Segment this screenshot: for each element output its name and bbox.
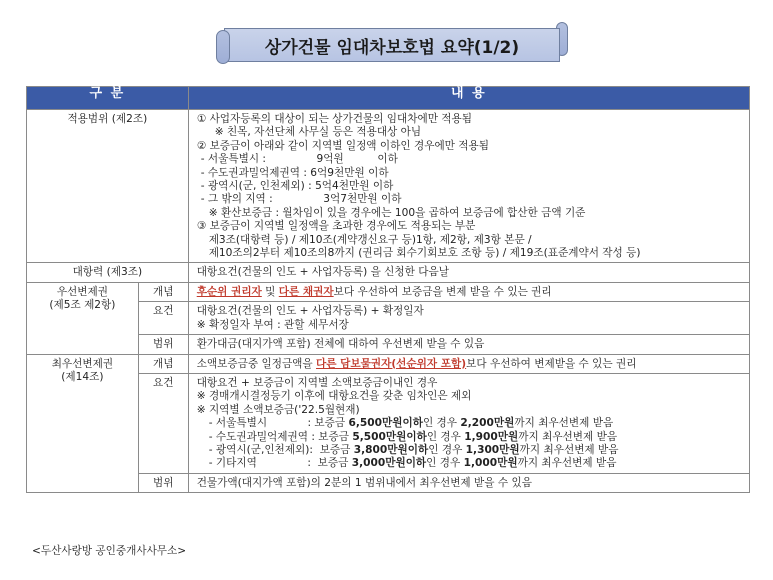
top-priority-range-label: 범위 [138, 473, 188, 492]
top-priority-label-article: (제14조) [61, 370, 104, 383]
region-deposit: 3,800만원이하 [353, 443, 429, 456]
priority-requirement-content [188, 302, 749, 335]
region-row [197, 431, 743, 444]
priority-concept-label: 개념 [138, 282, 188, 301]
concept-text: 보다 우선하여 변제받을 수 있는 권리 [466, 357, 637, 370]
table-header-row [27, 87, 750, 110]
region-name: - 광역시(군,인천제외): 보증금 [208, 443, 354, 456]
scope-content [188, 110, 749, 263]
scope-line: ※ 친목, 자선단체 사무실 등은 적용대상 아님 [214, 126, 422, 139]
requirement-line: ※ 경매개시결정등기 이후에 대항요건을 갖춘 임차인은 제외 [196, 390, 472, 403]
region-mid: 인 경우 [426, 457, 464, 470]
scope-line: - 서울특별시 : 9억원 이하 [200, 153, 398, 166]
title-banner-body [224, 28, 560, 62]
region-amount: 1,900만원 [464, 430, 519, 443]
region-amount: 2,200만원 [460, 417, 515, 430]
header-content: 내 용 [188, 87, 749, 110]
requirement-line: ※ 확정일자 부여 : 관할 세무서장 [196, 318, 349, 331]
priority-range-label: 범위 [138, 335, 188, 354]
scope-line: - 수도권과밀억제권역 : 6억9천만원 이하 [200, 166, 389, 179]
other-creditor: 다른 채권자 [278, 285, 334, 298]
region-name: - 수도권과밀억제권역 : 보증금 [208, 430, 353, 443]
concept-text: 소액보증금중 일정금액을 [196, 357, 317, 370]
region-deposit: 5,500만원이하 [352, 430, 427, 443]
region-amount: 1,300만원 [465, 443, 520, 456]
concept-text: 및 [261, 285, 279, 298]
scope-line: ② 보증금이 아래와 같이 지역별 일정액 이하인 경우에만 적용됨 [196, 139, 489, 152]
region-mid: 인 경우 [422, 417, 461, 430]
concept-text: 보다 우선하여 보증금을 변제 받을 수 있는 권리 [333, 285, 552, 298]
header-category: 구 분 [27, 87, 189, 110]
region-name: - 서울특별시 : 보증금 [208, 417, 349, 430]
region-tail: 까지 최우선변제 받음 [519, 443, 619, 456]
requirement-line: ※ 지역별 소액보증금('22.5월현재) [196, 403, 360, 416]
priority-range-content: 환가대금(대지가액 포함) 전체에 대하여 우선변제 받을 수 있음 [188, 335, 749, 354]
region-tail: 까지 최우선변제 받음 [518, 430, 618, 443]
region-amount: 1,000만원 [463, 457, 518, 470]
top-priority-label [27, 354, 139, 493]
region-row [197, 457, 743, 470]
scope-line: ① 사업자등록의 대상이 되는 상가건물의 임대차에만 적용됨 [196, 113, 473, 125]
region-deposit: 3,000만원이하 [351, 457, 427, 470]
opposability-content: 대항요건(건물의 인도 + 사업자등록) 을 신청한 다음날 [188, 263, 749, 282]
top-priority-concept-label: 개념 [138, 354, 188, 373]
top-priority-requirement-label: 요건 [138, 373, 188, 473]
scope-label: 적용범위 (제2조) [27, 110, 189, 263]
scope-line: ③ 보증금이 지역별 일정액을 초과한 경우에도 적용되는 부분 [196, 220, 476, 233]
title-banner [214, 22, 574, 66]
region-mid: 인 경우 [426, 430, 465, 443]
priority-label-article: (제5조 제2항) [49, 299, 116, 312]
top-priority-label-main: 최우선변제권 [51, 357, 114, 370]
scope-line: 제10조의2부터 제10조의8까지 (권리금 회수기회보호 조항 등) / 제19조(표준계약서 작성 등) [208, 247, 641, 260]
footer-source: <두산사랑방 공인중개사사무소> [32, 545, 187, 557]
other-secured-creditor: 다른 담보물권자(선순위자 포함) [316, 357, 467, 370]
top-priority-range-content: 건물가액(대지가액 포함)의 2분의 1 범위내에서 최우선변제 받을 수 있음 [188, 473, 749, 492]
requirement-line: 대항요건 + 보증금이 지역별 소액보증금이내인 경우 [196, 376, 438, 389]
scroll-curl-left [216, 30, 230, 64]
table-row-top-priority-concept [27, 354, 750, 373]
scope-line: - 광역시(군, 인천제외) : 5억4천만원 이하 [200, 180, 394, 193]
priority-requirement-label: 요건 [138, 302, 188, 335]
scope-line: ※ 환산보증금 : 월차임이 있을 경우에는 100을 곱하여 보증금에 합산한 금액 기준 [208, 206, 586, 219]
priority-concept-content [188, 282, 749, 301]
region-row [197, 417, 743, 430]
region-mid: 인 경우 [428, 443, 466, 456]
junior-right-holder: 후순위 권리자 [196, 285, 262, 298]
scope-line: 제3조(대항력 등) / 제10조(계약갱신요구 등)1항, 제2항, 제3항 본문 / [208, 233, 532, 246]
summary-table [26, 86, 750, 493]
table-row-scope [27, 110, 750, 263]
table-row-priority-concept [27, 282, 750, 301]
table-row-opposability [27, 263, 750, 282]
scope-line: - 그 밖의 지역 : 3억7천만원 이하 [200, 193, 402, 206]
region-tail: 까지 최우선변제 받음 [517, 457, 617, 470]
requirement-line: 대항요건(건물의 인도 + 사업자등록) + 확정일자 [196, 305, 424, 318]
region-deposit: 6,500만원이하 [348, 417, 423, 430]
top-priority-requirement-content [188, 373, 749, 473]
page-title: 상가건물 임대차보호법 요약(1/2) [264, 37, 520, 58]
region-name: - 기타지역 : 보증금 [208, 457, 352, 470]
top-priority-concept-content [188, 354, 749, 373]
priority-label [27, 282, 139, 354]
priority-label-main: 우선변제권 [56, 285, 108, 298]
opposability-label: 대항력 (제3조) [27, 263, 189, 282]
region-tail: 까지 최우선변제 받음 [514, 417, 614, 430]
region-row [197, 444, 743, 457]
